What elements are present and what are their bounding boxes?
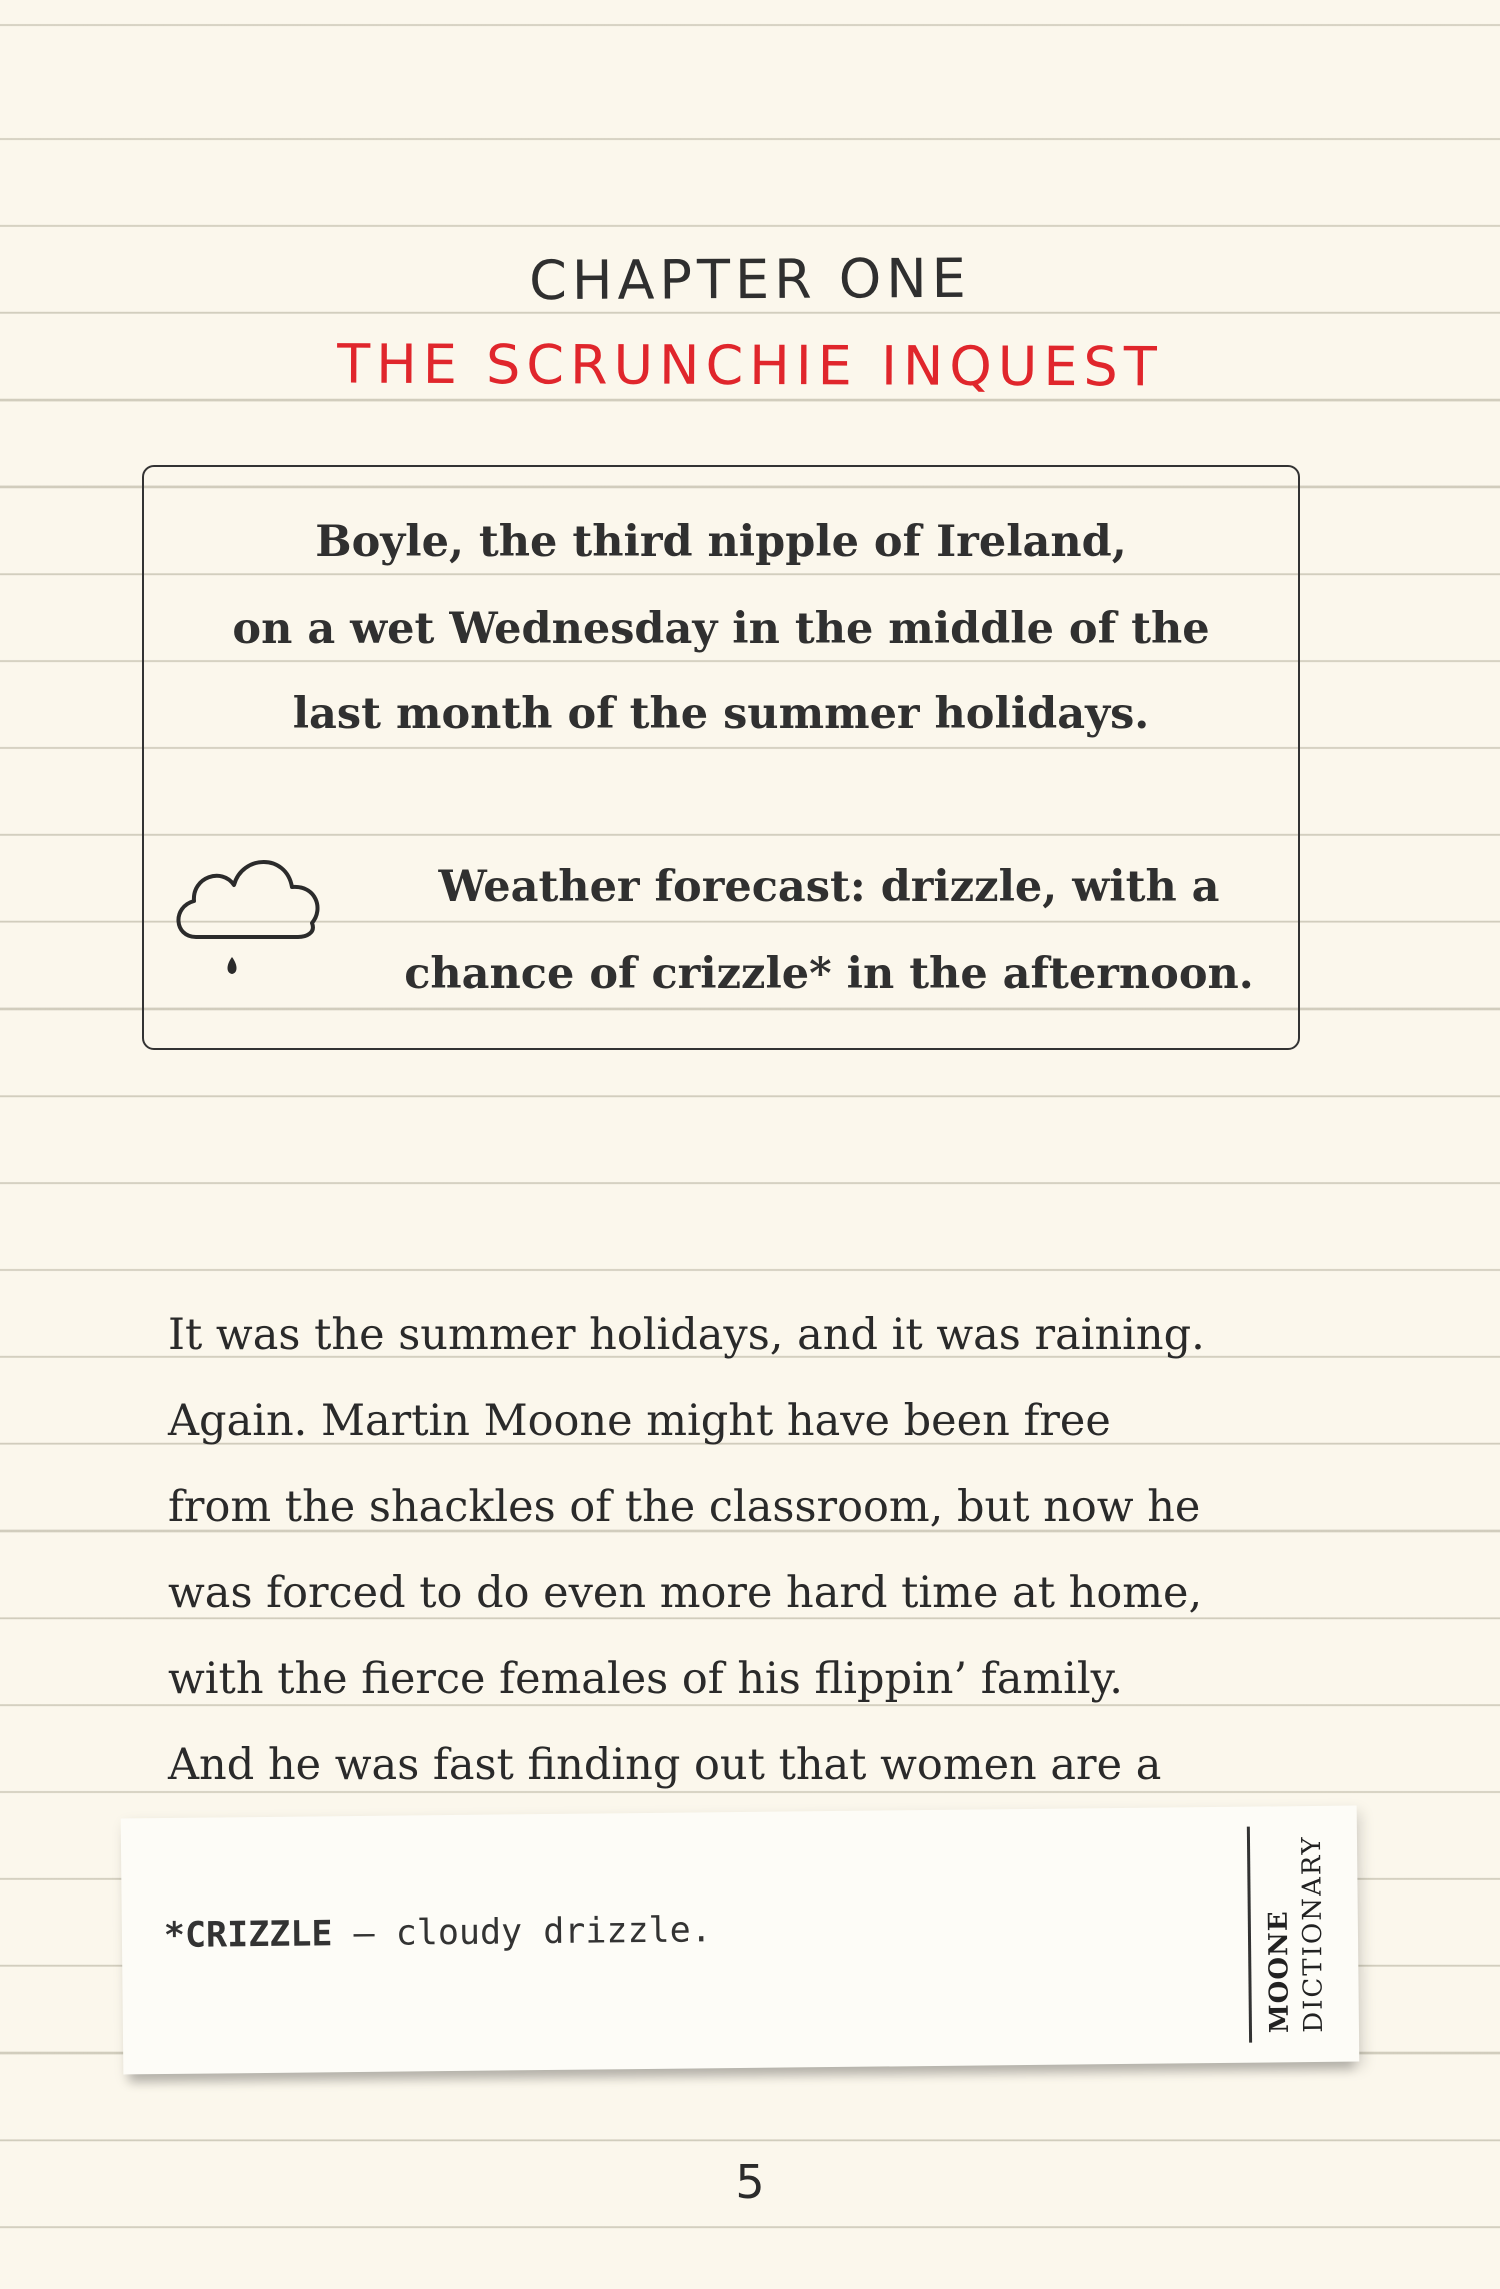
body-line-4: was forced to do even more hard time at home, — [168, 1568, 1203, 1618]
body-line-2: Again. Martin Moone might have been free — [168, 1396, 1111, 1446]
badge-label-dictionary: DICTIONARY — [1296, 1835, 1329, 2033]
dictionary-badge — [1247, 1826, 1341, 2043]
dictionary-entry — [164, 1910, 712, 1956]
chapter-label: CHAPTER ONE — [529, 246, 971, 313]
chapter-title: THE SCRUNCHIE INQUEST — [337, 332, 1163, 399]
forecast-line-1: Weather forecast: drizzle, with a — [438, 862, 1220, 912]
page-number: 5 — [735, 2155, 765, 2209]
forecast-line-2: chance of crizzle* in the afternoon. — [404, 949, 1254, 999]
body-line-6: And he was fast finding out that women are a — [168, 1740, 1162, 1790]
location-line-3: last month of the summer holidays. — [292, 689, 1150, 739]
body-line-5: with the fierce females of his flippin’ family. — [168, 1654, 1123, 1704]
dictionary-definition: – cloudy drizzle. — [332, 1910, 712, 1955]
badge-label-moone: MOONE — [1263, 1910, 1295, 2034]
setting-info-box — [142, 465, 1300, 1050]
body-paragraph — [168, 1292, 1308, 1808]
location-line-1: Boyle, the third nipple of Ireland, — [315, 517, 1127, 567]
location-line-2: on a wet Wednesday in the middle of the — [232, 604, 1210, 654]
raincloud-icon — [166, 837, 331, 987]
body-line-1: It was the summer holidays, and it was raining. — [168, 1310, 1205, 1360]
dictionary-term: *CRIZZLE — [163, 1914, 333, 1957]
body-line-3: from the shackles of the classroom, but now he — [168, 1482, 1201, 1532]
dictionary-card — [121, 1806, 1360, 2075]
